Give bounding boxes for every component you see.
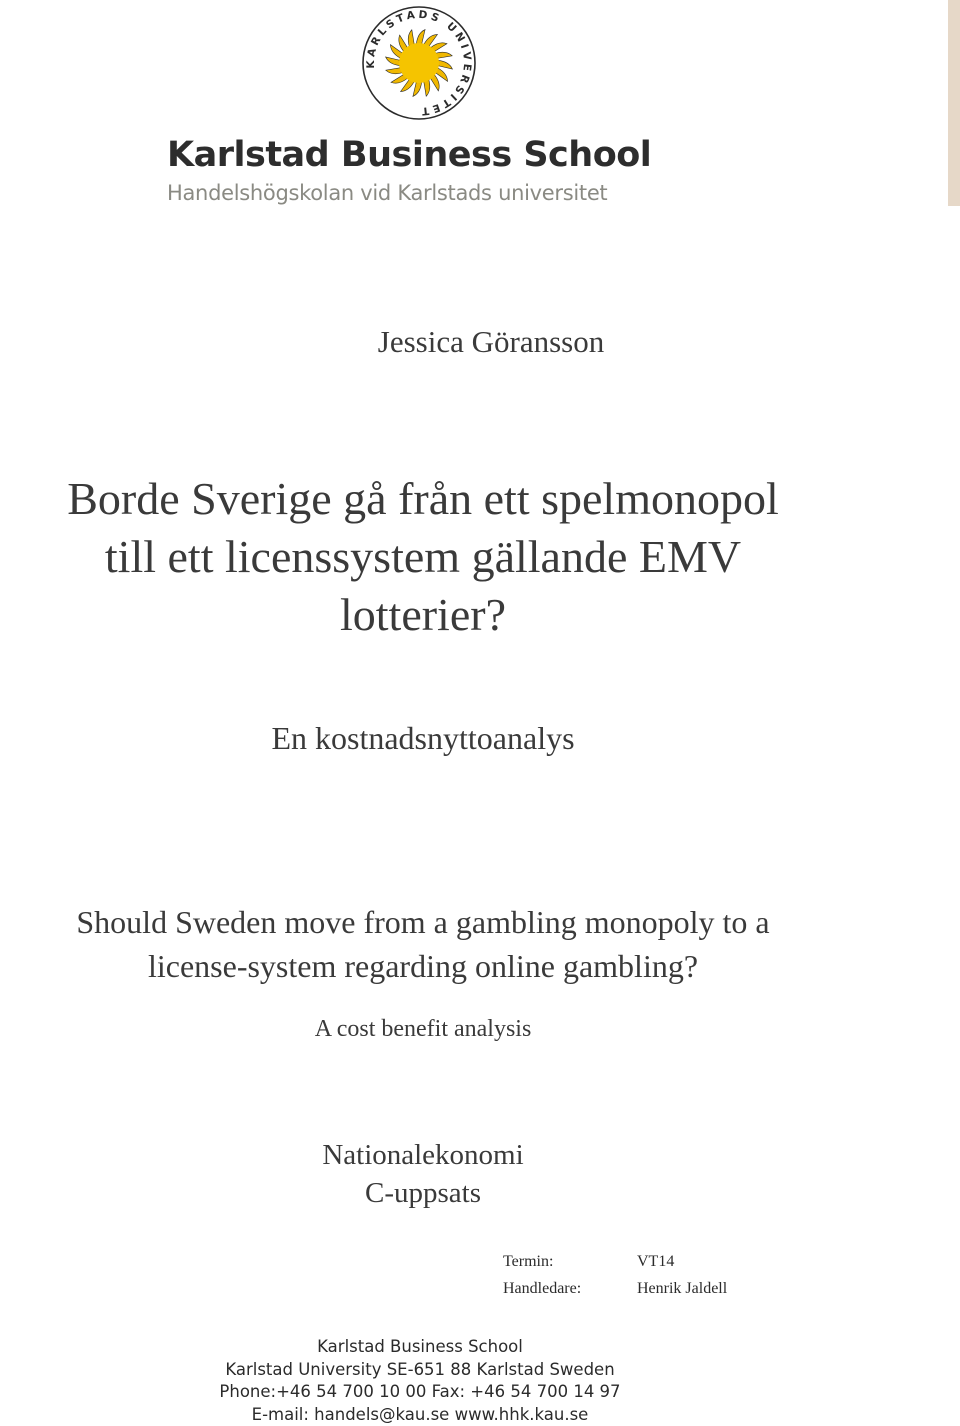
title-swedish-line: lotterier? bbox=[0, 586, 846, 644]
footer-address: Karlstad University SE-651 88 Karlstad Sweden bbox=[0, 1359, 840, 1382]
supervisor-value: Henrik Jaldell bbox=[637, 1280, 727, 1298]
subtitle-english: A cost benefit analysis bbox=[0, 1016, 846, 1043]
supervisor-label: Handledare: bbox=[503, 1280, 637, 1298]
side-color-strip bbox=[948, 0, 960, 206]
brand-subname: Handelshögskolan vid Karlstads universitet bbox=[167, 181, 727, 205]
title-swedish-line: Borde Sverige gå från ett spelmonopol bbox=[0, 470, 846, 528]
footer-contact bbox=[0, 1336, 840, 1426]
course-type: C-uppsats bbox=[0, 1174, 846, 1212]
university-seal-logo bbox=[360, 4, 478, 122]
course-info bbox=[0, 1136, 846, 1212]
title-swedish-line: till ett licenssystem gällande EMV bbox=[0, 528, 846, 586]
brand-name: Karlstad Business School bbox=[167, 135, 727, 175]
sun-ray bbox=[438, 60, 453, 69]
term-value: VT14 bbox=[637, 1253, 674, 1271]
svg-text:KARLSTADS UNIVERSITET: KARLSTADS UNIVERSITET bbox=[365, 9, 473, 118]
title-english-line: license-system regarding online gambling? bbox=[0, 944, 846, 988]
sun-ray bbox=[386, 57, 401, 66]
thesis-meta bbox=[503, 1248, 727, 1302]
course-subject: Nationalekonomi bbox=[0, 1136, 846, 1174]
sun-ray bbox=[416, 30, 425, 45]
footer-school: Karlstad Business School bbox=[0, 1336, 840, 1359]
sun-disc bbox=[399, 43, 439, 83]
sun-ray bbox=[413, 82, 422, 97]
supervisor-row bbox=[503, 1275, 727, 1302]
footer-phone-fax: Phone:+46 54 700 10 00 Fax: +46 54 700 14 97 bbox=[0, 1381, 840, 1404]
term-row bbox=[503, 1248, 727, 1275]
author-name: Jessica Göransson bbox=[0, 324, 960, 360]
title-english bbox=[0, 900, 846, 988]
footer-email-web: E-mail: handels@kau.se www.hhk.kau.se bbox=[0, 1404, 840, 1426]
title-swedish bbox=[0, 470, 846, 644]
title-english-line: Should Sweden move from a gambling monopoly to a bbox=[0, 900, 846, 944]
subtitle-swedish: En kostnadsnyttoanalys bbox=[0, 720, 846, 757]
term-label: Termin: bbox=[503, 1253, 637, 1271]
